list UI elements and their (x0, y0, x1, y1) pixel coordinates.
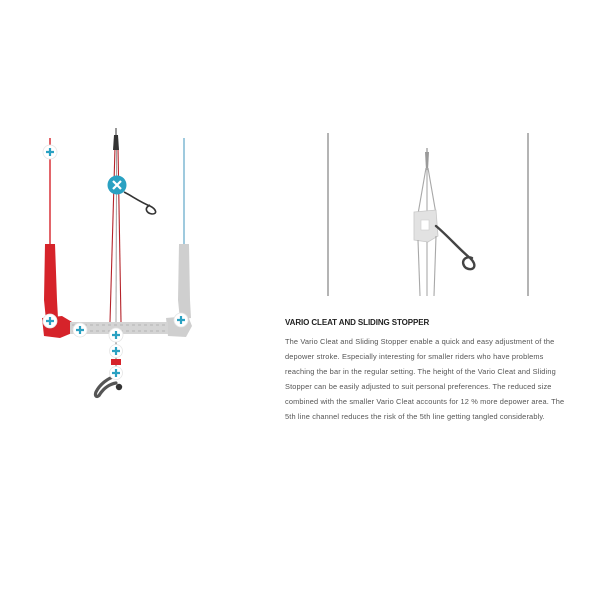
center-line-left (110, 148, 115, 322)
hotspot-plus-chicken-loop[interactable] (110, 367, 123, 380)
center-line-right (118, 148, 121, 322)
depower-rope-detail (436, 226, 474, 269)
chicken-loop-finger (116, 384, 122, 390)
detail-image-vario-cleat (328, 133, 528, 296)
feature-description: The Vario Cleat and Sliding Stopper enable a quick and easy adjustment of the depower stroke. Especially interesting for smaller riders who have problems reaching the bar in the regular setting. The height of the Vario Cleat and Sliding Stopper can be easily adjusted to suit personal preferences. The reduced size combined with the smaller Vario Cleat accounts for 12 % more depower area. The 5th line channel reduces the risk of the 5th line getting tangled considerably. (285, 337, 565, 422)
hotspot-plus-left-bar-end[interactable] (43, 314, 57, 328)
hotspot-close-depower[interactable] (108, 176, 127, 195)
depower-rope (124, 192, 156, 214)
hotspot-plus-bar-center[interactable] (109, 328, 123, 342)
hotspot-plus-right-bar-end[interactable] (174, 313, 188, 327)
hotspot-plus-left-line[interactable] (43, 145, 57, 159)
feature-title: VARIO CLEAT AND SLIDING STOPPER (285, 318, 430, 327)
left-float (44, 244, 58, 320)
depower-tip (113, 135, 119, 150)
hotspot-plus-center-line[interactable] (110, 345, 123, 358)
safety-release (111, 359, 121, 365)
hotspot-plus-bar-left[interactable] (73, 323, 87, 337)
right-float (178, 244, 191, 320)
